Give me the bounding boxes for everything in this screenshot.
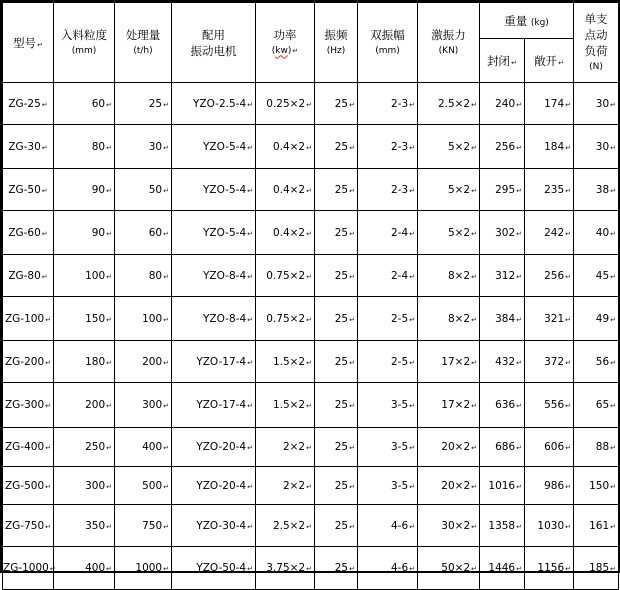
cell-force: 5×2↵ — [418, 169, 480, 211]
cell-weight-open: 372↵ — [525, 341, 574, 383]
cell-weight-open: 606↵ — [525, 428, 574, 467]
cell-amplitude: 3-5↵ — [358, 467, 418, 505]
cell-capacity: 200↵ — [115, 341, 172, 383]
cell-feed-size: 250↵ — [54, 428, 115, 467]
cell-feed-size: 60↵ — [54, 83, 115, 125]
cell-weight-open: 256↵ — [525, 255, 574, 297]
col-header-feed-size: 入料粒度 (mm) — [54, 3, 115, 83]
cell-frequency: 25↵ — [315, 505, 358, 547]
cell-frequency: 25↵ — [315, 547, 358, 590]
table-row — [3, 547, 619, 590]
cell-model: ZG-25↵ — [3, 83, 54, 125]
table-row — [3, 297, 619, 341]
cell-force: 2.5×2↵ — [418, 83, 480, 125]
cell-frequency: 25↵ — [315, 83, 358, 125]
cell-point-load: 45↵ — [574, 255, 619, 297]
cell-power: 1.5×2↵ — [256, 383, 315, 428]
table-row — [3, 255, 619, 297]
cell-force: 5×2↵ — [418, 211, 480, 255]
cell-capacity: 25↵ — [115, 83, 172, 125]
spec-table — [2, 2, 619, 590]
cell-force: 20×2↵ — [418, 467, 480, 505]
cell-weight-closed: 256↵ — [480, 125, 525, 169]
col-header-capacity: 处理量 (t/h) — [115, 3, 172, 83]
cell-force: 30×2↵ — [418, 505, 480, 547]
cell-frequency: 25↵ — [315, 125, 358, 169]
cell-amplitude: 2-4↵ — [358, 255, 418, 297]
cell-feed-size: 200↵ — [54, 383, 115, 428]
cell-amplitude: 2-4↵ — [358, 211, 418, 255]
cell-point-load: 40↵ — [574, 211, 619, 255]
cell-force: 5×2↵ — [418, 125, 480, 169]
cell-feed-size: 80↵ — [54, 125, 115, 169]
cell-motor: YZO-5-4↵ — [172, 169, 256, 211]
cell-motor: YZO-8-4↵ — [172, 297, 256, 341]
cell-frequency: 25↵ — [315, 467, 358, 505]
cell-power: 0.75×2↵ — [256, 297, 315, 341]
cell-power: 3.75×2↵ — [256, 547, 315, 590]
cell-point-load: 185↵ — [574, 547, 619, 590]
cell-model: ZG-30↵ — [3, 125, 54, 169]
cell-power: 2×2↵ — [256, 428, 315, 467]
cell-capacity: 300↵ — [115, 383, 172, 428]
cell-model: ZG-200↵ — [3, 341, 54, 383]
cell-motor: YZO-20-4↵ — [172, 428, 256, 467]
cell-force: 8×2↵ — [418, 297, 480, 341]
cell-amplitude: 2-5↵ — [358, 297, 418, 341]
cell-motor: YZO-2.5-4↵ — [172, 83, 256, 125]
cell-point-load: 88↵ — [574, 428, 619, 467]
cell-weight-open: 321↵ — [525, 297, 574, 341]
col-header-force: 激振力 (KN) — [418, 3, 480, 83]
cell-feed-size: 180↵ — [54, 341, 115, 383]
cell-power: 0.25×2↵ — [256, 83, 315, 125]
cell-point-load: 30↵ — [574, 83, 619, 125]
cell-model: ZG-1000↵ — [3, 547, 54, 590]
col-header-amplitude: 双振幅 (mm) — [358, 3, 418, 83]
cell-frequency: 25↵ — [315, 341, 358, 383]
cell-model: ZG-750↵ — [3, 505, 54, 547]
cell-frequency: 25↵ — [315, 169, 358, 211]
table-row — [3, 383, 619, 428]
cell-weight-closed: 312↵ — [480, 255, 525, 297]
cell-model: ZG-500↵ — [3, 467, 54, 505]
cell-model: ZG-300↵ — [3, 383, 54, 428]
cell-amplitude: 2-5↵ — [358, 341, 418, 383]
cell-capacity: 50↵ — [115, 169, 172, 211]
cell-weight-closed: 1016↵ — [480, 467, 525, 505]
table-row — [3, 341, 619, 383]
col-header-open: 敞开↵ — [525, 39, 574, 83]
cell-feed-size: 150↵ — [54, 297, 115, 341]
cell-weight-closed: 686↵ — [480, 428, 525, 467]
cell-amplitude: 4-6↵ — [358, 505, 418, 547]
cell-weight-open: 235↵ — [525, 169, 574, 211]
cell-force: 8×2↵ — [418, 255, 480, 297]
cell-feed-size: 350↵ — [54, 505, 115, 547]
col-header-model: 型号↵ — [3, 3, 54, 83]
cell-weight-closed: 302↵ — [480, 211, 525, 255]
cell-feed-size: 400↵ — [54, 547, 115, 590]
cell-point-load: 56↵ — [574, 341, 619, 383]
cell-capacity: 500↵ — [115, 467, 172, 505]
cell-motor: YZO-5-4↵ — [172, 211, 256, 255]
cell-amplitude: 3-5↵ — [358, 383, 418, 428]
cell-force: 17×2↵ — [418, 341, 480, 383]
table-row — [3, 211, 619, 255]
cell-weight-open: 174↵ — [525, 83, 574, 125]
col-header-weight: 重量 (kg) — [480, 3, 574, 39]
cell-power: 0.4×2↵ — [256, 211, 315, 255]
cell-point-load: 150↵ — [574, 467, 619, 505]
cell-power: 2.5×2↵ — [256, 505, 315, 547]
cell-capacity: 1000↵ — [115, 547, 172, 590]
cell-weight-open: 1156↵ — [525, 547, 574, 590]
cell-force: 50×2↵ — [418, 547, 480, 590]
cell-feed-size: 90↵ — [54, 169, 115, 211]
cell-point-load: 161↵ — [574, 505, 619, 547]
cell-weight-open: 986↵ — [525, 467, 574, 505]
cell-capacity: 30↵ — [115, 125, 172, 169]
cell-weight-open: 242↵ — [525, 211, 574, 255]
table-row — [3, 505, 619, 547]
cell-amplitude: 2-3↵ — [358, 169, 418, 211]
cell-motor: YZO-50-4↵ — [172, 547, 256, 590]
cell-feed-size: 100↵ — [54, 255, 115, 297]
cell-model: ZG-60↵ — [3, 211, 54, 255]
cell-motor: YZO-8-4↵ — [172, 255, 256, 297]
table-row — [3, 83, 619, 125]
cell-power: 0.4×2↵ — [256, 169, 315, 211]
cell-motor: YZO-20-4↵ — [172, 467, 256, 505]
cell-power: 0.75×2↵ — [256, 255, 315, 297]
cell-point-load: 49↵ — [574, 297, 619, 341]
cell-amplitude: 3-5↵ — [358, 428, 418, 467]
cell-weight-closed: 1446↵ — [480, 547, 525, 590]
cell-force: 20×2↵ — [418, 428, 480, 467]
cell-weight-closed: 295↵ — [480, 169, 525, 211]
cell-motor: YZO-17-4↵ — [172, 383, 256, 428]
table-row — [3, 428, 619, 467]
cell-point-load: 65↵ — [574, 383, 619, 428]
cell-point-load: 30↵ — [574, 125, 619, 169]
table-row — [3, 467, 619, 505]
cell-model: ZG-100↵ — [3, 297, 54, 341]
table-row — [3, 169, 619, 211]
cell-capacity: 100↵ — [115, 297, 172, 341]
cell-capacity: 60↵ — [115, 211, 172, 255]
cell-force: 17×2↵ — [418, 383, 480, 428]
cell-frequency: 25↵ — [315, 383, 358, 428]
table-row — [3, 125, 619, 169]
cell-capacity: 400↵ — [115, 428, 172, 467]
cell-frequency: 25↵ — [315, 297, 358, 341]
cell-power: 2×2↵ — [256, 467, 315, 505]
cell-weight-closed: 240↵ — [480, 83, 525, 125]
cell-weight-closed: 432↵ — [480, 341, 525, 383]
cell-model: ZG-50↵ — [3, 169, 54, 211]
cell-point-load: 38↵ — [574, 169, 619, 211]
cell-amplitude: 4-6↵ — [358, 547, 418, 590]
cell-model: ZG-400↵ — [3, 428, 54, 467]
cell-capacity: 750↵ — [115, 505, 172, 547]
cell-frequency: 25↵ — [315, 211, 358, 255]
cell-weight-closed: 1358↵ — [480, 505, 525, 547]
cell-power: 0.4×2↵ — [256, 125, 315, 169]
col-header-power: 功率 (kw)↵ — [256, 3, 315, 83]
col-header-motor: 配用 振动电机 — [172, 3, 256, 83]
cell-motor: YZO-17-4↵ — [172, 341, 256, 383]
cell-weight-closed: 636↵ — [480, 383, 525, 428]
cell-power: 1.5×2↵ — [256, 341, 315, 383]
cell-motor: YZO-5-4↵ — [172, 125, 256, 169]
cell-weight-open: 184↵ — [525, 125, 574, 169]
cell-amplitude: 2-3↵ — [358, 83, 418, 125]
col-header-frequency: 振频 (Hz) — [315, 3, 358, 83]
cell-weight-open: 556↵ — [525, 383, 574, 428]
cell-frequency: 25↵ — [315, 428, 358, 467]
cell-frequency: 25↵ — [315, 255, 358, 297]
cell-model: ZG-80↵ — [3, 255, 54, 297]
col-header-closed: 封闭↵ — [480, 39, 525, 83]
cell-feed-size: 300↵ — [54, 467, 115, 505]
cell-motor: YZO-30-4↵ — [172, 505, 256, 547]
cell-feed-size: 90↵ — [54, 211, 115, 255]
cell-weight-open: 1030↵ — [525, 505, 574, 547]
cell-amplitude: 2-3↵ — [358, 125, 418, 169]
cell-capacity: 80↵ — [115, 255, 172, 297]
cell-weight-closed: 384↵ — [480, 297, 525, 341]
col-header-point-load: 单支 点动 负荷 (N) — [574, 3, 619, 83]
